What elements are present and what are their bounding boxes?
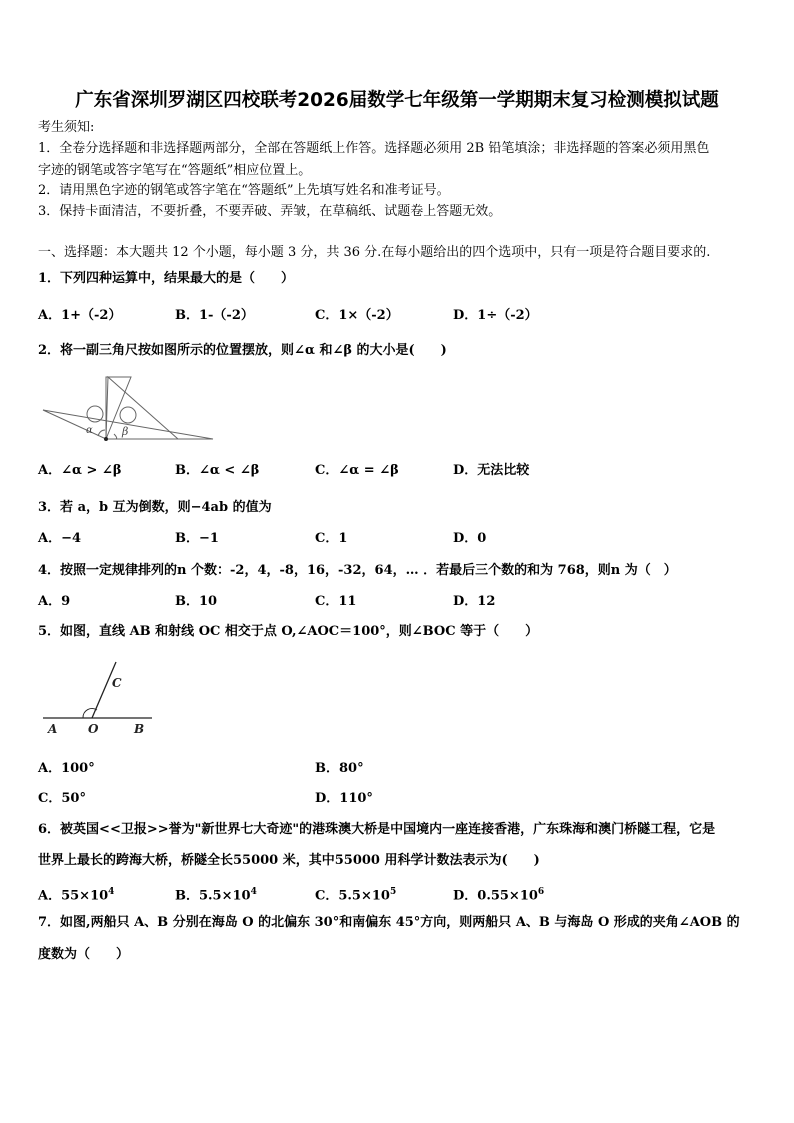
- triangle-ruler-right: [106, 377, 178, 439]
- q6-option-b: B．$5.5\times 10^4$: [175, 887, 257, 904]
- triangle-rulers-figure: [38, 372, 218, 444]
- question-6-stem-line1: 6．被英国<<卫报>>誉为"新世界七大奇迹"的港珠澳大桥是中国境内一座连接香港，广东珠海和澳门桥隧工程，它是: [38, 822, 716, 837]
- question-3-stem: 3．若 a，b 互为倒数，则−4ab 的值为: [38, 500, 272, 515]
- q5-option-b: B．80°: [315, 761, 364, 776]
- q6-option-a: A．$55\times 10^4$: [38, 887, 115, 904]
- question-6-stem-line2: 世界上最长的跨海大桥，桥隧全长55000 米，其中55000 用科学计数法表示为( ): [38, 853, 540, 868]
- question-5-stem: 5．如图，直线 AB 和射线 OC 相交于点 O,∠AOC＝100°，则∠BOC 等于（ ）: [38, 624, 539, 639]
- question-7-stem-line1: 7．如图,两船只 A、B 分别在海岛 O 的北偏东 30°和南偏东 45°方向，则两船只 A、B 与海岛 O 形成的夹角∠AOB 的: [38, 915, 740, 930]
- angle-alpha-arc: [98, 430, 105, 436]
- ruler-hole-right: [120, 407, 136, 423]
- q6-option-c-exponent: 5: [389, 887, 397, 897]
- vertex-dot: [104, 437, 108, 441]
- notice-item-2: 2．请用黑色字迹的钢笔或答字笔在“答题纸”上先填写姓名和准考证号。: [38, 183, 450, 198]
- q6-option-b-exponent: 4: [250, 887, 257, 897]
- q4-option-b: B．10: [175, 594, 218, 609]
- q5-option-c: C．50°: [38, 791, 86, 806]
- q6-option-a-exponent: 4: [108, 887, 115, 897]
- q2-option-d: D．无法比较: [453, 463, 530, 478]
- question-1-stem: 1．下列四种运算中，结果最大的是（ ）: [38, 271, 295, 286]
- label-alpha: α: [86, 425, 93, 436]
- angle-beta-arc: [114, 434, 117, 439]
- question-2-stem: 2．将一副三角尺按如图所示的位置摆放，则∠α 和∠β 的大小是( ): [38, 343, 447, 358]
- q3-option-b: B．−1: [175, 531, 219, 546]
- q3-option-c: C．1: [315, 531, 348, 546]
- q6-option-d-exponent: 6: [537, 887, 545, 897]
- label-a: A: [48, 722, 58, 736]
- q4-option-a: A．9: [38, 594, 71, 609]
- label-b: B: [134, 722, 145, 736]
- label-beta: β: [122, 425, 129, 438]
- q1-option-b: B．1-（-2）: [175, 308, 254, 323]
- q6-option-c: C．$5.5\times 10^5$: [315, 887, 397, 904]
- q5-option-a: A．100°: [38, 761, 95, 776]
- ruler-hole-left: [87, 406, 103, 422]
- q3-option-d: D．0: [453, 531, 487, 546]
- section-heading: 一、选择题：本大题共 12 个小题，每小题 3 分，共 36 分.在每小题给出的四个选项中，只有一项是符合题目要求的.: [38, 245, 711, 260]
- q4-option-c: C．11: [315, 594, 357, 609]
- notice-item-3: 3．保持卡面清洁，不要折叠，不要弄破、弄皱，在草稿纸、试题卷上答题无效。: [38, 204, 502, 219]
- q4-option-d: D．12: [453, 594, 496, 609]
- question-4-stem: 4．按照一定规律排列的n 个数：-2，4，-8，16，-32，64，… ．若最后三个数的和为 768，则n 为（ ）: [38, 563, 677, 578]
- q1-option-c: C．1×（-2）: [315, 308, 399, 323]
- q1-option-a: A．1+（-2）: [38, 308, 122, 323]
- label-o: O: [88, 722, 99, 736]
- q2-option-c: C．∠α = ∠β: [315, 463, 399, 478]
- notice-item-1a: 1．全卷分选择题和非选择题两部分，全部在答题纸上作答。选择题必须用 2B 铅笔填涂；非选择题的答案必须用黑色: [38, 141, 710, 156]
- q5-option-d: D．110°: [315, 791, 373, 806]
- notice-heading: 考生须知:: [38, 120, 95, 135]
- page-title: 广东省深圳罗湖区四校联考2026届数学七年级第一学期期末复习检测模拟试题: [75, 90, 719, 111]
- label-c: C: [112, 676, 122, 690]
- notice-item-1b: 字迹的钢笔或答字笔写在“答题纸”相应位置上。: [38, 163, 312, 178]
- q6-option-d: D．$0.55\times 10^6$: [453, 887, 545, 904]
- question-7-stem-line2: 度数为（ ）: [38, 947, 130, 962]
- q2-option-b: B．∠α < ∠β: [175, 463, 260, 478]
- q1-option-d: D．1÷（-2）: [453, 308, 538, 323]
- q3-option-a: A．−4: [38, 531, 82, 546]
- line-ray-figure: [38, 656, 158, 740]
- q2-option-a: A．∠α > ∠β: [38, 463, 122, 478]
